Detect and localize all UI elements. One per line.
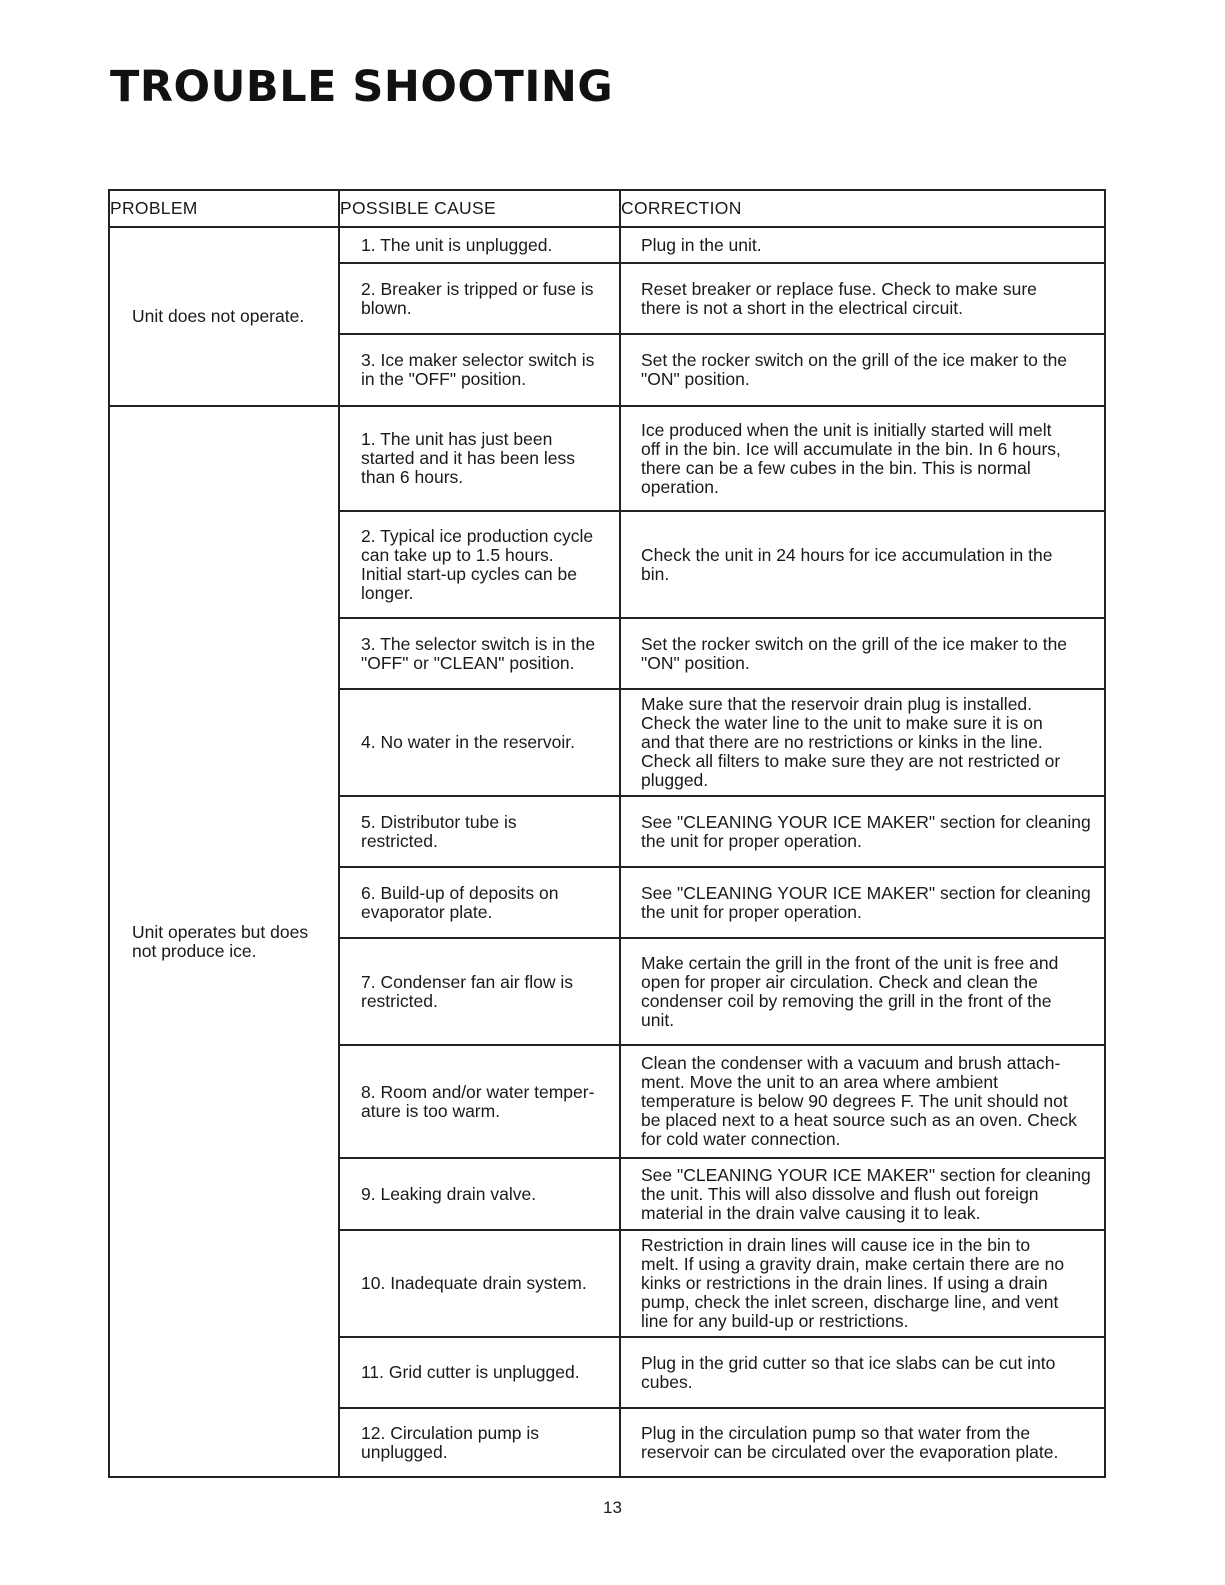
cause-text: 10. Inadequate drain system. (361, 1273, 587, 1293)
cause-cell (339, 938, 620, 1045)
cause-text: 2. Typical ice production cycle can take up to 1.5 hours. Initial start-up cycles can be longer. (361, 525, 594, 603)
table-row (109, 227, 1105, 263)
header-cause: POSSIBLE CAUSE (339, 190, 620, 227)
cause-text: 5. Distributor tube is restricted. (361, 811, 517, 851)
problem-text: Unit operates but does not produce ice. (132, 921, 309, 961)
cause-text: 4. No water in the reservoir. (361, 732, 575, 752)
correction-text: Make sure that the reservoir drain plug is installed. Check the water line to the unit to make sure it is on and that there are no restrictions or kinks in the line. Check all filters to make sure they are not restricted or plugged. (641, 694, 1061, 790)
cause-cell (339, 1230, 620, 1337)
correction-text: Plug in the grid cutter so that ice slabs can be cut into cubes. (641, 1352, 1056, 1392)
troubleshooting-table (108, 189, 1106, 1478)
correction-text: Plug in the unit. (641, 234, 762, 255)
cause-cell (339, 511, 620, 618)
header-problem: PROBLEM (109, 190, 339, 227)
correction-text: See "CLEANING YOUR ICE MAKER" section for cleaning the unit. This will also dissolve and flush out foreign material in the drain valve causing it to leak. (641, 1164, 1091, 1223)
cause-cell (339, 334, 620, 406)
cause-cell (339, 689, 620, 796)
cause-text: 3. The selector switch is in the "OFF" or "CLEAN" position. (361, 633, 596, 673)
cause-text: 1. The unit has just been started and it has been less than 6 hours. (361, 429, 576, 487)
correction-text: Set the rocker switch on the grill of the ice maker to the "ON" position. (641, 350, 1068, 389)
correction-cell (620, 1408, 1105, 1477)
page-title: TROUBLE SHOOTING (110, 62, 614, 112)
cause-cell (339, 227, 620, 263)
correction-text: Ice produced when the unit is initially started will melt off in the bin. Ice will accumulate in the bin. In 6 hours, there can be a few cubes in the bin. This is normal operation. (641, 419, 1061, 497)
correction-cell (620, 938, 1105, 1045)
cause-cell (339, 796, 620, 867)
correction-cell (620, 227, 1105, 263)
cause-text: 8. Room and/or water temper- ature is too warm. (361, 1081, 595, 1121)
correction-cell (620, 1230, 1105, 1337)
correction-cell (620, 1158, 1105, 1230)
correction-cell (620, 263, 1105, 334)
correction-text: See "CLEANING YOUR ICE MAKER" section for cleaning the unit for proper operation. (641, 882, 1091, 922)
cause-cell (339, 406, 620, 511)
correction-cell (620, 334, 1105, 406)
problem-text: Unit does not operate. (132, 306, 305, 326)
cause-cell (339, 1337, 620, 1408)
page-number: 13 (603, 1498, 622, 1517)
correction-cell (620, 867, 1105, 938)
cause-text: 1. The unit is unplugged. (361, 234, 553, 255)
table-row (109, 406, 1105, 511)
cause-cell (339, 1408, 620, 1477)
cause-text: 3. Ice maker selector switch is in the "OFF" position. (361, 350, 595, 389)
correction-cell (620, 511, 1105, 618)
correction-cell (620, 1045, 1105, 1158)
cause-cell (339, 1045, 620, 1158)
correction-cell (620, 689, 1105, 796)
cause-cell (339, 867, 620, 938)
cause-cell (339, 263, 620, 334)
cause-cell (339, 1158, 620, 1230)
cause-text: 6. Build-up of deposits on evaporator plate. (361, 882, 559, 922)
correction-text: Check the unit in 24 hours for ice accumulation in the bin. (641, 544, 1053, 584)
correction-text: Reset breaker or replace fuse. Check to make sure there is not a short in the electrical circuit. (641, 278, 1037, 318)
correction-text: See "CLEANING YOUR ICE MAKER" section for cleaning the unit for proper operation. (641, 811, 1091, 851)
cause-text: 11. Grid cutter is unplugged. (361, 1362, 580, 1382)
correction-text: Clean the condenser with a vacuum and brush attach- ment. Move the unit to an area where ambient temperature is below 90 degrees F. The unit should not be placed next to a heat source such as an oven. Check for cold water connection. (641, 1053, 1077, 1149)
header-correction: CORRECTION (620, 190, 1105, 227)
correction-cell (620, 618, 1105, 689)
correction-text: Plug in the circulation pump so that water from the reservoir can be circulated over the evaporation plate. (641, 1422, 1059, 1462)
cause-text: 2. Breaker is tripped or fuse is blown. (361, 278, 594, 318)
problem-cell (109, 406, 339, 1477)
cause-text: 9. Leaking drain valve. (361, 1183, 537, 1204)
correction-text: Make certain the grill in the front of the unit is free and open for proper air circulation. Check and clean the condenser coil by removing the grill in the front of the unit. (641, 952, 1059, 1030)
cause-text: 12. Circulation pump is unplugged. (361, 1422, 539, 1462)
problem-cell (109, 227, 339, 406)
correction-text: Set the rocker switch on the grill of the ice maker to the "ON" position. (641, 633, 1068, 673)
cause-text: 7. Condenser fan air flow is restricted. (361, 971, 574, 1011)
correction-text: Restriction in drain lines will cause ice in the bin to melt. If using a gravity drain, make certain there are no kinks or restrictions in the drain lines. If using a drain pump, check the inlet screen, discharge line, and vent line for any build-up or restrictions. (641, 1235, 1065, 1331)
header-row (109, 190, 1105, 227)
correction-cell (620, 406, 1105, 511)
correction-cell (620, 796, 1105, 867)
correction-cell (620, 1337, 1105, 1408)
cause-cell (339, 618, 620, 689)
